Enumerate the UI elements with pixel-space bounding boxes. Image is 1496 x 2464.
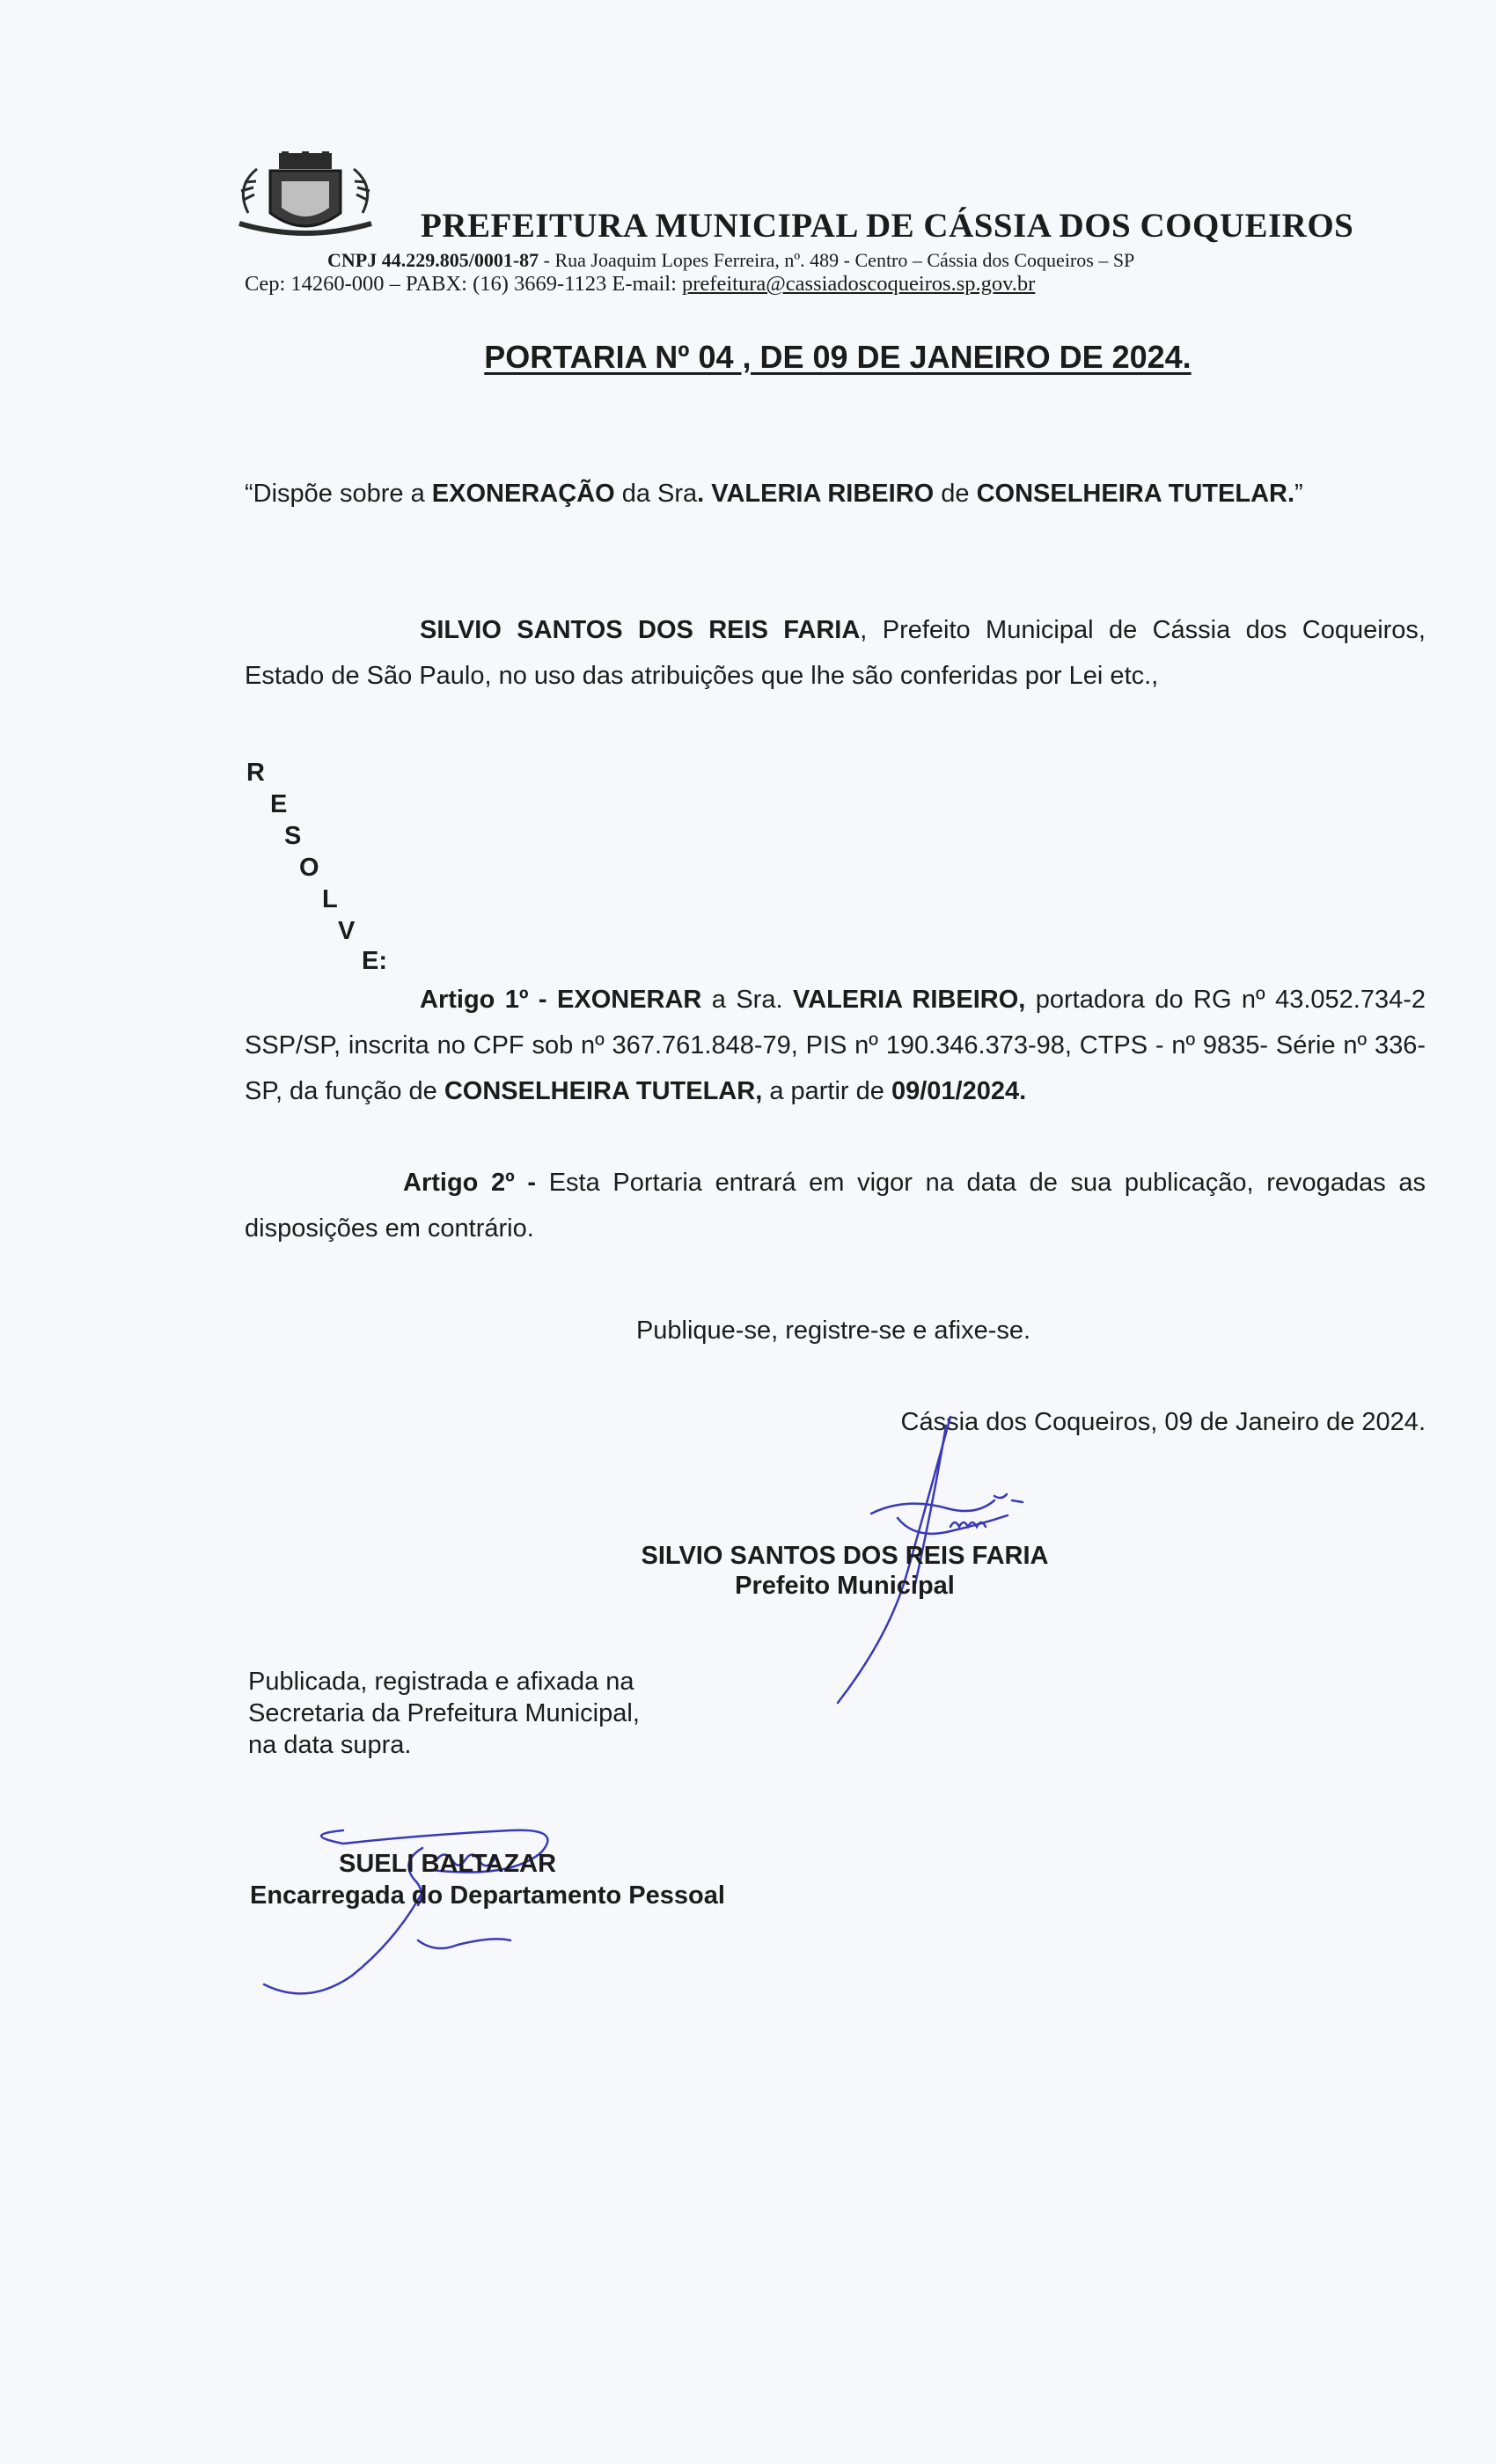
mayor-name-intro: SILVIO SANTOS DOS REIS FARIA — [420, 616, 861, 644]
publication-note-line: Secretaria da Prefeitura Municipal, — [248, 1699, 640, 1727]
article-2-text: Esta Portaria entrará em vigor na data de sua publicação, revogadas as disposições em contrário. — [245, 1169, 1426, 1243]
subject-line — [245, 471, 1303, 517]
organization-name: PREFEITURA MUNICIPAL DE CÁSSIA DOS COQUEIROS — [421, 207, 1354, 245]
subject-role: CONSELHEIRA TUTELAR. — [976, 480, 1295, 508]
article-2-label: Artigo 2º - — [403, 1169, 537, 1197]
cnpj-address-line — [327, 249, 1134, 272]
publique-line — [0, 1308, 1496, 1353]
municipal-coat-of-arms-icon — [231, 151, 380, 244]
date-line: Cássia dos Coqueiros, 09 de Janeiro de 2024. — [900, 1408, 1426, 1436]
publique-text: Publique-se, registre-se e afixe-se. — [635, 1316, 1031, 1345]
email-link[interactable]: prefeitura@cassiadoscoqueiros.sp.gov.br — [682, 272, 1036, 296]
mayor-signature-role: Prefeito Municipal — [735, 1572, 955, 1600]
article-1-person: VALERIA RIBEIRO, — [792, 986, 1026, 1014]
article-1-label: Artigo 1º - EXONERAR — [420, 986, 702, 1014]
subject-exoneracao: EXONERAÇÃO — [431, 480, 615, 508]
resolve-letter: L — [322, 885, 338, 913]
intro-text: , Prefeito Municipal de Cássia dos Coqueiros, Estado de São Paulo, no uso das atribuições que lhe são conferidas por Lei etc., — [245, 616, 1426, 690]
cep-pabx: Cep: 14260-000 – PABX: (16) 3669-1123 E-mail: — [245, 272, 683, 296]
resolve-letter: O — [299, 854, 319, 882]
article-1 — [245, 977, 1426, 1114]
document-title-row — [0, 339, 1496, 376]
contact-line — [245, 272, 1035, 297]
publication-note — [248, 1666, 640, 1761]
cnpj: CNPJ 44.229.805/0001-87 — [327, 249, 539, 271]
subject-open: “Dispõe sobre a — [245, 480, 432, 508]
resolve-letter: S — [284, 822, 302, 850]
intro-paragraph — [245, 607, 1426, 699]
resolve-letter: E — [270, 790, 288, 818]
article-1-date: 09/01/2024. — [891, 1077, 1027, 1105]
clerk-signature-role: Encarregada do Departamento Pessoal — [250, 1881, 725, 1910]
mayor-signature-name: SILVIO SANTOS DOS REIS FARIA — [641, 1542, 1049, 1570]
resolve-letter: E: — [362, 947, 387, 975]
article-2 — [245, 1160, 1426, 1251]
document-title: PORTARIA Nº 04 , DE 09 DE JANEIRO DE 2024. — [484, 339, 1192, 375]
publication-note-line: na data supra. — [248, 1731, 412, 1759]
resolve-letter: V — [338, 917, 356, 945]
publication-note-line: Publicada, registrada e afixada na — [248, 1668, 634, 1696]
address: - Rua Joaquim Lopes Ferreira, nº. 489 - Centro – Cássia dos Coqueiros – SP — [539, 249, 1135, 271]
subject-close: ” — [1294, 480, 1303, 508]
article-1-text-3: a partir de — [762, 1077, 891, 1105]
subject-person: . VALERIA RIBEIRO — [697, 480, 935, 508]
clerk-handwritten-signature — [246, 1808, 581, 2020]
subject-text-3: de — [934, 480, 977, 508]
subject-text-2: da Sra — [614, 480, 698, 508]
clerk-signature-name: SUELI BALTAZAR — [339, 1850, 557, 1878]
article-1-text-1: a Sra. — [701, 986, 793, 1014]
article-1-role: CONSELHEIRA TUTELAR, — [444, 1077, 763, 1105]
article-1-text-2: portadora do RG nº 43.052.734-2 SSP/SP, inscrita no CPF sob nº 367.761.848-79, PIS nº 190.346.373-98, CTPS - nº 9835- Série nº 336-SP, da função de — [245, 986, 1426, 1105]
resolve-letter: R — [246, 759, 265, 787]
